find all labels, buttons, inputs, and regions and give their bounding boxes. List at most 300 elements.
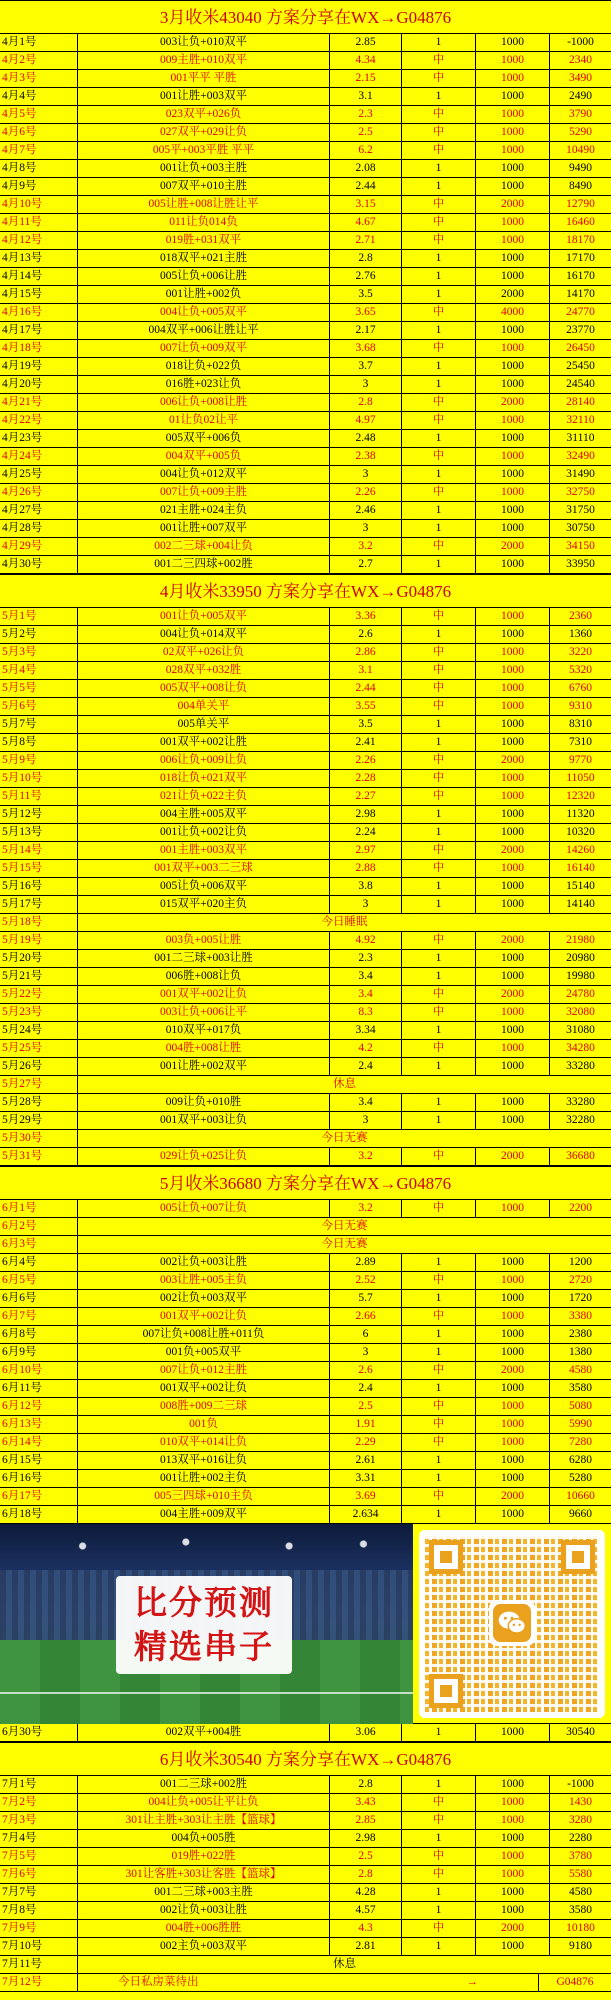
table-row [0,1272,611,1290]
row-odds: 3.8 [330,878,402,895]
table-row [0,986,611,1004]
table-row [0,932,611,950]
row-stake: 2000 [476,538,550,555]
row-date: 6月12号 [0,1398,78,1415]
table-row [0,1362,611,1380]
row-result: 中 [402,1308,476,1325]
row-result: 1 [402,1884,476,1901]
row-odds: 4.57 [330,1902,402,1919]
table-row [0,430,611,448]
row-result: 1 [402,376,476,393]
row-total: 1360 [569,628,592,640]
row-result: 1 [402,502,476,519]
table-row [0,1938,611,1956]
row-result: 中 [402,1866,476,1883]
table-row [0,914,611,932]
row-note: 今日无赛 [321,1220,368,1232]
table-row [0,662,611,680]
row-date: 4月18号 [0,340,78,357]
row-date: 4月14号 [0,268,78,285]
row-odds: 4.3 [330,1920,402,1937]
row-date: 4月20号 [0,376,78,393]
row-note: 休息 [333,1958,356,1970]
row-date: 6月11号 [0,1380,78,1397]
table-row [0,394,611,412]
row-result: 中 [402,1040,476,1057]
table-row [0,1884,611,1902]
row-result: 1 [402,1254,476,1271]
row-odds: 3.06 [330,1724,402,1741]
row-total: 28140 [566,396,595,408]
qr-finder-top-left [429,1540,463,1574]
row-odds: 5.7 [330,1290,402,1307]
row-odds: 3.5 [330,286,402,303]
row-pick: 005双平+008让负 [78,680,330,697]
row-result: 中 [402,770,476,787]
row-result: 1 [402,716,476,733]
stadium-image [0,1524,413,1724]
row-result: 中 [402,608,476,625]
table-row [0,1470,611,1488]
row-result: 中 [402,1812,476,1829]
row-total: 9770 [569,754,592,766]
row-pick: 001二三球+003主胜 [78,1884,330,1901]
wechat-code: G04876 [556,1976,594,1988]
row-odds: 4.67 [330,214,402,231]
row-odds: 2.97 [330,842,402,859]
row-date: 4月27号 [0,502,78,519]
table-row [0,1398,611,1416]
row-stake: 1000 [476,1004,550,1021]
table-row [0,626,611,644]
row-date: 5月30号 [0,1130,78,1147]
row-stake: 1000 [476,178,550,195]
row-result: 中 [402,752,476,769]
qr-finder-top-right [561,1540,595,1574]
row-total: 7310 [569,736,592,748]
row-result: 中 [402,232,476,249]
table-row [0,304,611,322]
row-total: 20980 [566,952,595,964]
row-pick: 019胜+022胜 [78,1848,330,1865]
table-row [0,376,611,394]
row-result: 1 [402,950,476,967]
row-odds: 2.24 [330,824,402,841]
row-pick: 004让负+014双平 [78,626,330,643]
row-note: 今日睡眠 [321,916,368,928]
row-total: 3490 [569,72,592,84]
table-row [0,88,611,106]
row-result: 1 [402,1938,476,1955]
table-row [0,1902,611,1920]
table-row [0,1200,611,1218]
row-date: 4月4号 [0,88,78,105]
table-row [0,770,611,788]
table-row [0,1130,611,1148]
row-odds: 2.85 [330,34,402,51]
row-odds: 2.8 [330,1776,402,1793]
row-result: 中 [402,1488,476,1505]
row-result: 1 [402,250,476,267]
table-row [0,214,611,232]
table-row [0,1040,611,1058]
row-total: 9660 [569,1508,592,1520]
table-row [0,608,611,626]
row-stake: 1000 [476,1022,550,1039]
table-row-pending [0,1974,611,1992]
row-total: 1200 [569,1256,592,1268]
row-date: 6月17号 [0,1488,78,1505]
table-row [0,232,611,250]
row-date: 4月6号 [0,124,78,141]
row-pick: 009让负+010胜 [78,1094,330,1111]
row-pick: 001让负+005双平 [78,608,330,625]
row-total: 16170 [566,270,595,282]
table-row [0,1344,611,1362]
row-result: 1 [402,178,476,195]
row-date: 5月17号 [0,896,78,913]
table-row [0,556,611,574]
row-total: 15140 [566,880,595,892]
row-odds: 2.98 [330,806,402,823]
row-odds: 6 [330,1326,402,1343]
row-stake: 1000 [476,556,550,573]
row-result: 中 [402,1416,476,1433]
row-odds: 2.634 [330,1506,402,1523]
row-stake: 1000 [476,1506,550,1523]
row-pick: 002双平+004胜 [78,1724,330,1741]
row-total: 3780 [569,1850,592,1862]
row-total: -1000 [567,36,594,48]
table-row [0,286,611,304]
row-odds: 2.6 [330,626,402,643]
row-stake: 4000 [476,304,550,321]
row-pick: 004双平+005负 [78,448,330,465]
row-odds: 2.76 [330,268,402,285]
row-total: 32110 [566,414,595,426]
table-row [0,806,611,824]
row-date: 4月29号 [0,538,78,555]
row-result: 中 [402,1398,476,1415]
wechat-qr-code[interactable] [419,1530,605,1718]
row-date: 5月16号 [0,878,78,895]
row-pick: 004让负+005双平 [78,304,330,321]
row-result: 1 [402,968,476,985]
row-pick: 001让胜+002双平 [78,1058,330,1075]
row-total: 24780 [566,988,595,1000]
row-result: 1 [402,34,476,51]
row-date: 4月8号 [0,160,78,177]
row-odds: 3 [330,896,402,913]
row-date: 4月23号 [0,430,78,447]
promo-line-2: 精选串子 [134,1627,274,1666]
table-row [0,1022,611,1040]
wechat-icon [489,1600,535,1646]
row-odds: 3 [330,520,402,537]
row-date: 7月2号 [0,1794,78,1811]
table-row [0,322,611,340]
table-row [0,502,611,520]
row-date: 5月23号 [0,1004,78,1021]
row-stake: 1000 [476,52,550,69]
row-stake: 1000 [476,824,550,841]
row-stake: 1000 [476,358,550,375]
table-row [0,340,611,358]
row-pick: 023双平+026负 [78,106,330,123]
row-odds: 8.3 [330,1004,402,1021]
row-odds: 2.48 [330,430,402,447]
row-date: 4月16号 [0,304,78,321]
row-pick: 008胜+009二三球 [78,1398,330,1415]
row-stake: 1000 [476,1398,550,1415]
row-odds: 3.31 [330,1470,402,1487]
row-result: 1 [402,1344,476,1361]
row-odds: 2.5 [330,124,402,141]
row-total: 4580 [569,1886,592,1898]
row-pick: 004胜+006胜胜 [78,1920,330,1937]
row-odds: 3.1 [330,88,402,105]
row-date: 6月18号 [0,1506,78,1523]
row-result: 1 [402,1094,476,1111]
row-date: 4月15号 [0,286,78,303]
row-result: 1 [402,824,476,841]
row-odds: 3.55 [330,698,402,715]
table-row [0,1506,611,1524]
row-note: 今日无赛 [321,1238,368,1250]
row-date: 5月14号 [0,842,78,859]
row-odds: 2.17 [330,322,402,339]
row-stake: 1000 [476,1812,550,1829]
row-result: 中 [402,106,476,123]
row-date: 7月1号 [0,1776,78,1793]
table-row [0,1218,611,1236]
table-row [0,1076,611,1094]
row-result: 1 [402,556,476,573]
row-pick: 001二三四球+002胜 [78,556,330,573]
row-result: 1 [402,430,476,447]
section-title: 4月收米33950 方案分享在WX→G04876 [0,574,611,608]
row-date: 4月12号 [0,232,78,249]
row-total: 10180 [566,1922,595,1934]
row-total: 14170 [566,288,595,300]
row-pick: 002二三球+004让负 [78,538,330,555]
row-odds: 2.85 [330,1812,402,1829]
row-result: 1 [402,806,476,823]
row-date: 6月10号 [0,1362,78,1379]
table-row [0,1776,611,1794]
row-total: 31490 [566,468,595,480]
row-pick: 005让负+006让胜 [78,268,330,285]
row-pick: 005让胜+008让胜让平 [78,196,330,213]
table-row [0,1416,611,1434]
row-pick: 001让胜+002主负 [78,1470,330,1487]
row-result: 1 [402,160,476,177]
row-total: 25450 [566,360,595,372]
row-result: 1 [402,1776,476,1793]
row-pick: 301让客胜+303让客胜【篮球】 [78,1866,330,1883]
row-pick: 015双平+020主负 [78,896,330,913]
row-total: 14140 [566,898,595,910]
row-pick: 028双平+032胜 [78,662,330,679]
row-pick: 001双平+002让负 [78,1380,330,1397]
row-result: 1 [402,1902,476,1919]
row-date: 6月4号 [0,1254,78,1271]
row-odds: 2.46 [330,502,402,519]
row-total: 32080 [566,1006,595,1018]
row-pick: 019胜+031双平 [78,232,330,249]
row-stake: 1000 [476,1884,550,1901]
row-pick: 001主胜+003双平 [78,842,330,859]
row-odds: 2.44 [330,680,402,697]
row-note: 今日无赛 [321,1132,368,1144]
row-odds: 2.41 [330,734,402,751]
row-total: 2720 [569,1274,592,1286]
row-stake: 1000 [476,680,550,697]
row-odds: 3.36 [330,608,402,625]
row-odds: 3.34 [330,1022,402,1039]
row-stake: 1000 [476,322,550,339]
row-pick: 007让负+009主胜 [78,484,330,501]
row-result: 中 [402,1794,476,1811]
row-stake: 1000 [476,896,550,913]
row-stake: 1000 [476,1272,550,1289]
row-odds: 2.27 [330,788,402,805]
row-stake: 1000 [476,70,550,87]
row-pick: 004双平+006让胜让平 [78,322,330,339]
row-odds: 3.68 [330,340,402,357]
row-date: 6月1号 [0,1200,78,1217]
row-result: 中 [402,142,476,159]
row-stake: 1000 [476,1308,550,1325]
row-stake: 1000 [476,34,550,51]
table-row [0,1112,611,1130]
row-pick: 004主胜+009双平 [78,1506,330,1523]
row-date: 4月25号 [0,466,78,483]
row-pick: 016胜+023让负 [78,376,330,393]
row-pick: 002让负+003双平 [78,1290,330,1307]
row-result: 1 [402,734,476,751]
row-date: 5月29号 [0,1112,78,1129]
row-odds: 3.69 [330,1488,402,1505]
row-stake: 1000 [476,1326,550,1343]
row-stake: 1000 [476,1470,550,1487]
row-odds: 2.3 [330,950,402,967]
table-row [0,1326,611,1344]
row-odds: 2.44 [330,178,402,195]
row-total: 14260 [566,844,595,856]
row-odds: 2.15 [330,70,402,87]
table-row [0,412,611,430]
row-stake: 2000 [476,196,550,213]
row-stake: 2000 [476,1488,550,1505]
row-total: 24770 [566,306,595,318]
row-odds: 3.15 [330,196,402,213]
row-result: 1 [402,1112,476,1129]
row-stake: 1000 [476,88,550,105]
row-odds: 2.29 [330,1434,402,1451]
row-pick: 021让负+022主负 [78,788,330,805]
section-june [0,1166,611,1524]
row-date: 6月13号 [0,1416,78,1433]
row-total: 31110 [566,432,595,444]
row-odds: 2.5 [330,1848,402,1865]
row-note: 休息 [333,1078,356,1090]
table-row [0,1290,611,1308]
row-total: 17170 [566,252,595,264]
row-result: 中 [402,842,476,859]
row-stake: 2000 [476,752,550,769]
row-result: 1 [402,1452,476,1469]
row-stake: 1000 [476,1938,550,1955]
row-total: 18170 [566,234,595,246]
row-odds: 2.28 [330,770,402,787]
row-pick: 004负+005胜 [78,1830,330,1847]
row-result: 中 [402,412,476,429]
row-pick: 006胜+008让负 [78,968,330,985]
row-total: 10490 [566,144,595,156]
table-row [0,178,611,196]
row-pick: 001双平+003让负 [78,1112,330,1129]
row-result: 1 [402,626,476,643]
row-date: 5月24号 [0,1022,78,1039]
row-pick: 007让负+012主胜 [78,1362,330,1379]
row-pick: 003让负+010双平 [78,34,330,51]
row-odds: 2.08 [330,160,402,177]
row-result: 中 [402,788,476,805]
row-odds: 2.38 [330,448,402,465]
row-result: 中 [402,196,476,213]
row-pick: 001二三球+002胜 [78,1776,330,1793]
row-result: 中 [402,214,476,231]
table-row [0,142,611,160]
row-result: 1 [402,1022,476,1039]
section-march-april [0,0,611,574]
table-row [0,644,611,662]
row-stake: 1000 [476,376,550,393]
row-total: 33280 [566,1060,595,1072]
row-date: 5月19号 [0,932,78,949]
row-date: 5月11号 [0,788,78,805]
row-odds: 4.97 [330,412,402,429]
row-result: 中 [402,304,476,321]
row-pick: 001让负+003主胜 [78,160,330,177]
row-date: 5月3号 [0,644,78,661]
section-title: 6月收米30540 方案分享在WX→G04876 [0,1742,611,1776]
row-total: -1000 [567,1778,594,1790]
row-total: 21980 [566,934,595,946]
row-odds: 4.92 [330,932,402,949]
row-total: 24540 [566,378,595,390]
row-pick: 005双平+006负 [78,430,330,447]
row-result: 1 [402,268,476,285]
row-stake: 2000 [476,1148,550,1165]
row-total: 3580 [569,1382,592,1394]
row-date: 6月2号 [0,1218,78,1235]
table-row [0,538,611,556]
row-stake: 1000 [476,1094,550,1111]
row-pick: 02双平+026让负 [78,644,330,661]
row-stake: 1000 [476,806,550,823]
row-stake: 1000 [476,1724,550,1741]
row-result: 中 [402,70,476,87]
row-result: 1 [402,1058,476,1075]
row-odds: 2.81 [330,1938,402,1955]
table-row [0,1236,611,1254]
row-stake: 1000 [476,268,550,285]
table-row [0,268,611,286]
table-row [0,1956,611,1974]
row-result: 中 [402,1848,476,1865]
